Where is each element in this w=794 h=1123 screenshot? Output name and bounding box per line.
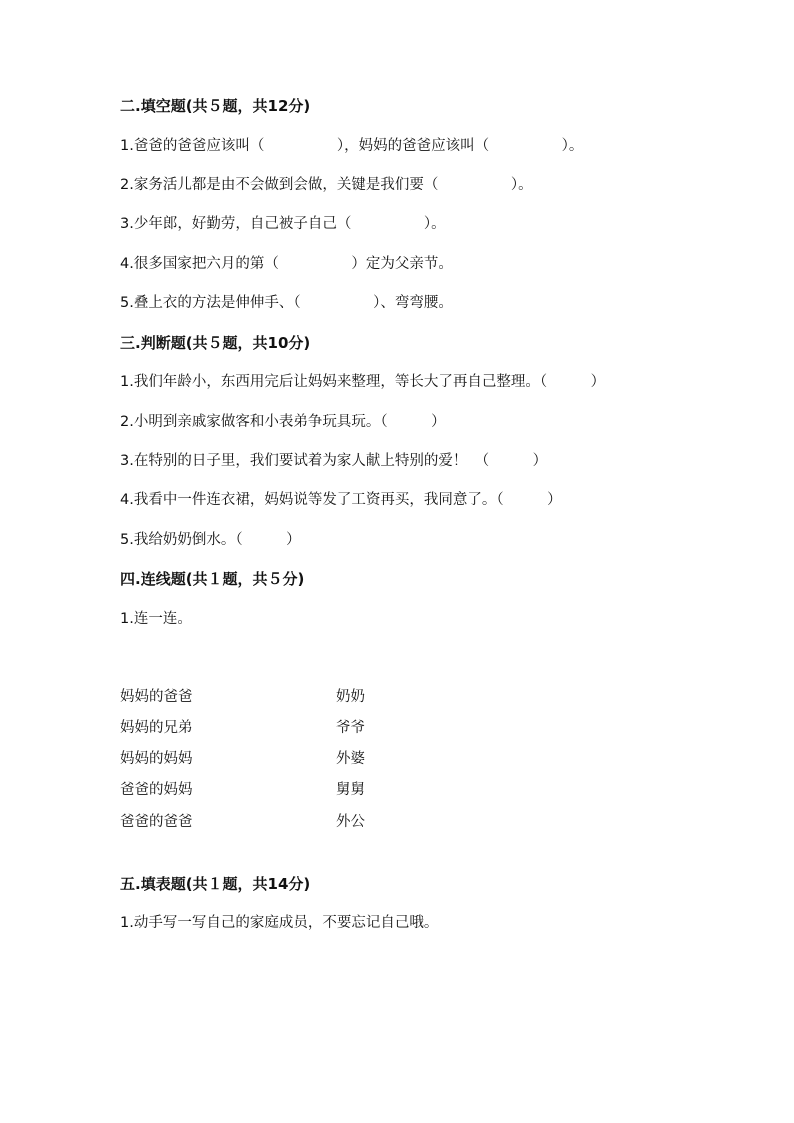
question-item: 5.叠上衣的方法是伸伸手、（ ）、弯弯腰。 — [120, 295, 453, 311]
question-item: 4.很多国家把六月的第（ ）定为父亲节。 — [120, 256, 453, 272]
match-right-item: 外婆 — [336, 751, 365, 767]
match-left-item: 爸爸的妈妈 — [120, 782, 193, 798]
question-item: 1.连一连。 — [120, 611, 192, 627]
question-item: 2.家务活儿都是由不会做到会做，关键是我们要（ ）。 — [120, 177, 533, 193]
question-item: 1.爸爸的爸爸应该叫（ ），妈妈的爸爸应该叫（ ）。 — [120, 138, 584, 154]
match-right-item: 奶奶 — [336, 689, 365, 705]
question-item: 4.我看中一件连衣裙，妈妈说等发了工资再买，我同意了。（ ） — [120, 492, 562, 508]
question-item: 2.小明到亲戚家做客和小表弟争玩具玩。（ ） — [120, 414, 446, 430]
question-item: 1.我们年龄小，东西用完后让妈妈来整理，等长大了再自己整理。（ ） — [120, 374, 606, 390]
section-heading-fill-blank: 二.填空题(共５题，共12分) — [120, 97, 311, 115]
section-heading-true-false: 三.判断题(共５题，共10分) — [120, 334, 311, 352]
match-right-item: 爷爷 — [336, 720, 365, 736]
match-right-item: 外公 — [336, 814, 365, 830]
match-right-item: 舅舅 — [336, 782, 365, 798]
question-item: 3.少年郎，好勤劳，自己被子自己（ ）。 — [120, 216, 446, 232]
match-left-item: 妈妈的妈妈 — [120, 751, 193, 767]
match-left-item: 爸爸的爸爸 — [120, 814, 193, 830]
section-heading-matching: 四.连线题(共１题，共５分) — [120, 570, 305, 588]
question-item: 3.在特别的日子里，我们要试着为家人献上特别的爱！ （ ） — [120, 453, 548, 469]
match-left-item: 妈妈的兄弟 — [120, 720, 193, 736]
question-item: 5.我给奶奶倒水。（ ） — [120, 532, 301, 548]
section-heading-fill-table: 五.填表题(共１题，共14分) — [120, 875, 311, 893]
match-left-item: 妈妈的爸爸 — [120, 689, 193, 705]
question-item: 1.动手写一写自己的家庭成员，不要忘记自己哦。 — [120, 915, 439, 931]
